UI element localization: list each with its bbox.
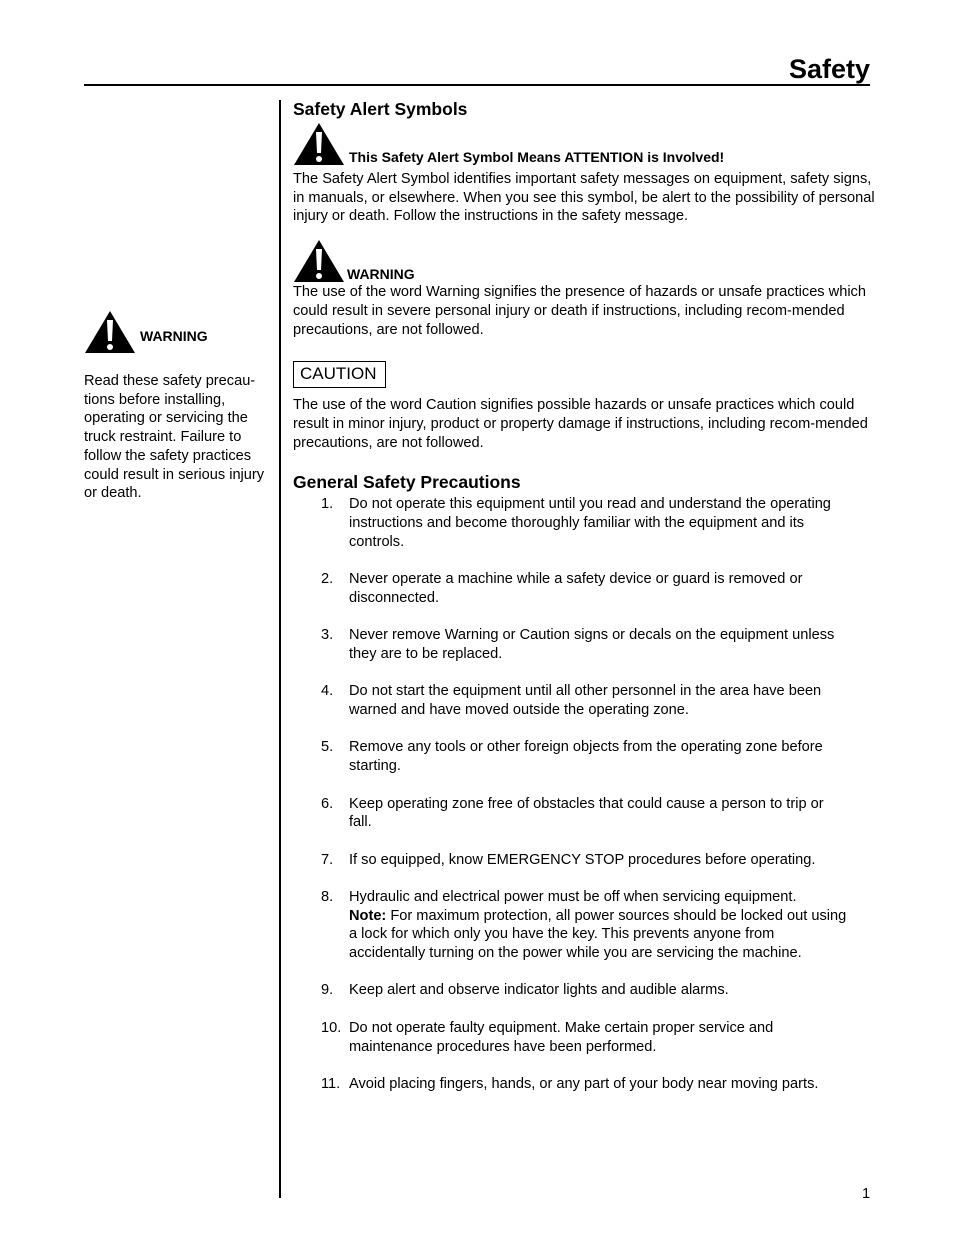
alert-symbol-text: The Safety Alert Symbol identifies important safety messages on equipment, safety signs, in manuals, or elsewhere. When you see this symbol, be alert to the possibility of personal injury or death. Follow the instructions in the safety message. xyxy=(293,171,875,225)
title-rule xyxy=(84,84,870,86)
warning-text: The use of the word Warning signifies the presence of hazards or unsafe practices which could result in severe personal injury or death if instructions, including recom-mended precautions, are not followed. xyxy=(293,284,866,338)
precautions-list xyxy=(293,495,883,1093)
list-item: 8. Hydraulic and electrical power must be off when servicing equipment. Note: For maximum protection, all power sources should be locked out using a lock for which only you have the key. This prevents anyone from accidentally turning on the power while you are servicing the machine. xyxy=(321,888,847,962)
column-divider xyxy=(279,100,281,1198)
list-item: 6. Keep operating zone free of obstacles that could cause a person to trip or fall. xyxy=(321,795,824,831)
attention-caption: This Safety Alert Symbol Means ATTENTION is Involved! xyxy=(349,149,725,165)
warning-label: WARNING xyxy=(347,266,415,283)
sidebar-text: Read these safety precau-tions before installing, operating or servicing the truck restraint. Failure to follow the safety practices could result in serious injury or death. xyxy=(84,373,265,502)
list-item: 9. Keep alert and observe indicator lights and audible alarms. xyxy=(321,982,729,999)
sidebar-warning-label: WARNING xyxy=(140,328,208,344)
attention-row xyxy=(293,122,883,166)
note-label: Note: xyxy=(349,907,387,924)
sidebar xyxy=(84,310,276,503)
note-text: For maximum protection, all power sources should be locked out using a lock for which only you have the key. This prevents anyone from accidentally turning on the power while you are servicing the machine. xyxy=(349,907,847,962)
caution-text: The use of the word Caution signifies possible hazards or unsafe practices which could result in minor injury, product or property damage if instructions, including recom-mended precautions, are not followed. xyxy=(293,397,868,451)
alert-symbols-heading: Safety Alert Symbols xyxy=(293,99,468,119)
list-item: 2. Never operate a machine while a safety device or guard is removed or disconnected. xyxy=(321,571,803,606)
sidebar-warning xyxy=(84,310,276,354)
main-column xyxy=(293,98,883,1112)
list-item: 5. Remove any tools or other foreign objects from the operating zone before starting. xyxy=(321,739,823,775)
page-number: 1 xyxy=(862,1186,871,1202)
list-item: 10. Do not operate faulty equipment. Make certain proper service and maintenance procedures have been performed. xyxy=(321,1019,774,1055)
warning-triangle-icon xyxy=(293,239,345,283)
item-text: Hydraulic and electrical power must be off when servicing equipment. xyxy=(349,888,797,905)
list-item: 7. If so equipped, know EMERGENCY STOP procedures before operating. xyxy=(321,851,816,868)
warning-row xyxy=(293,239,883,283)
warning-triangle-icon xyxy=(84,310,136,354)
list-item: 1. Do not operate this equipment until you read and understand the operating instructions and become thoroughly familiar with the equipment and its controls. xyxy=(321,496,831,550)
page-title: Safety xyxy=(788,54,870,84)
precautions-heading: General Safety Precautions xyxy=(293,472,521,493)
list-item: 11. Avoid placing fingers, hands, or any part of your body near moving parts. xyxy=(321,1075,819,1092)
safety-alert-icon xyxy=(293,122,345,166)
list-item: 4. Do not start the equipment until all other personnel in the area have been warned and have moved outside the operating zone. xyxy=(321,683,822,719)
caution-badge: CAUTION xyxy=(293,361,386,388)
list-item: 3. Never remove Warning or Caution signs or decals on the equipment unless they are to be replaced. xyxy=(321,627,835,662)
